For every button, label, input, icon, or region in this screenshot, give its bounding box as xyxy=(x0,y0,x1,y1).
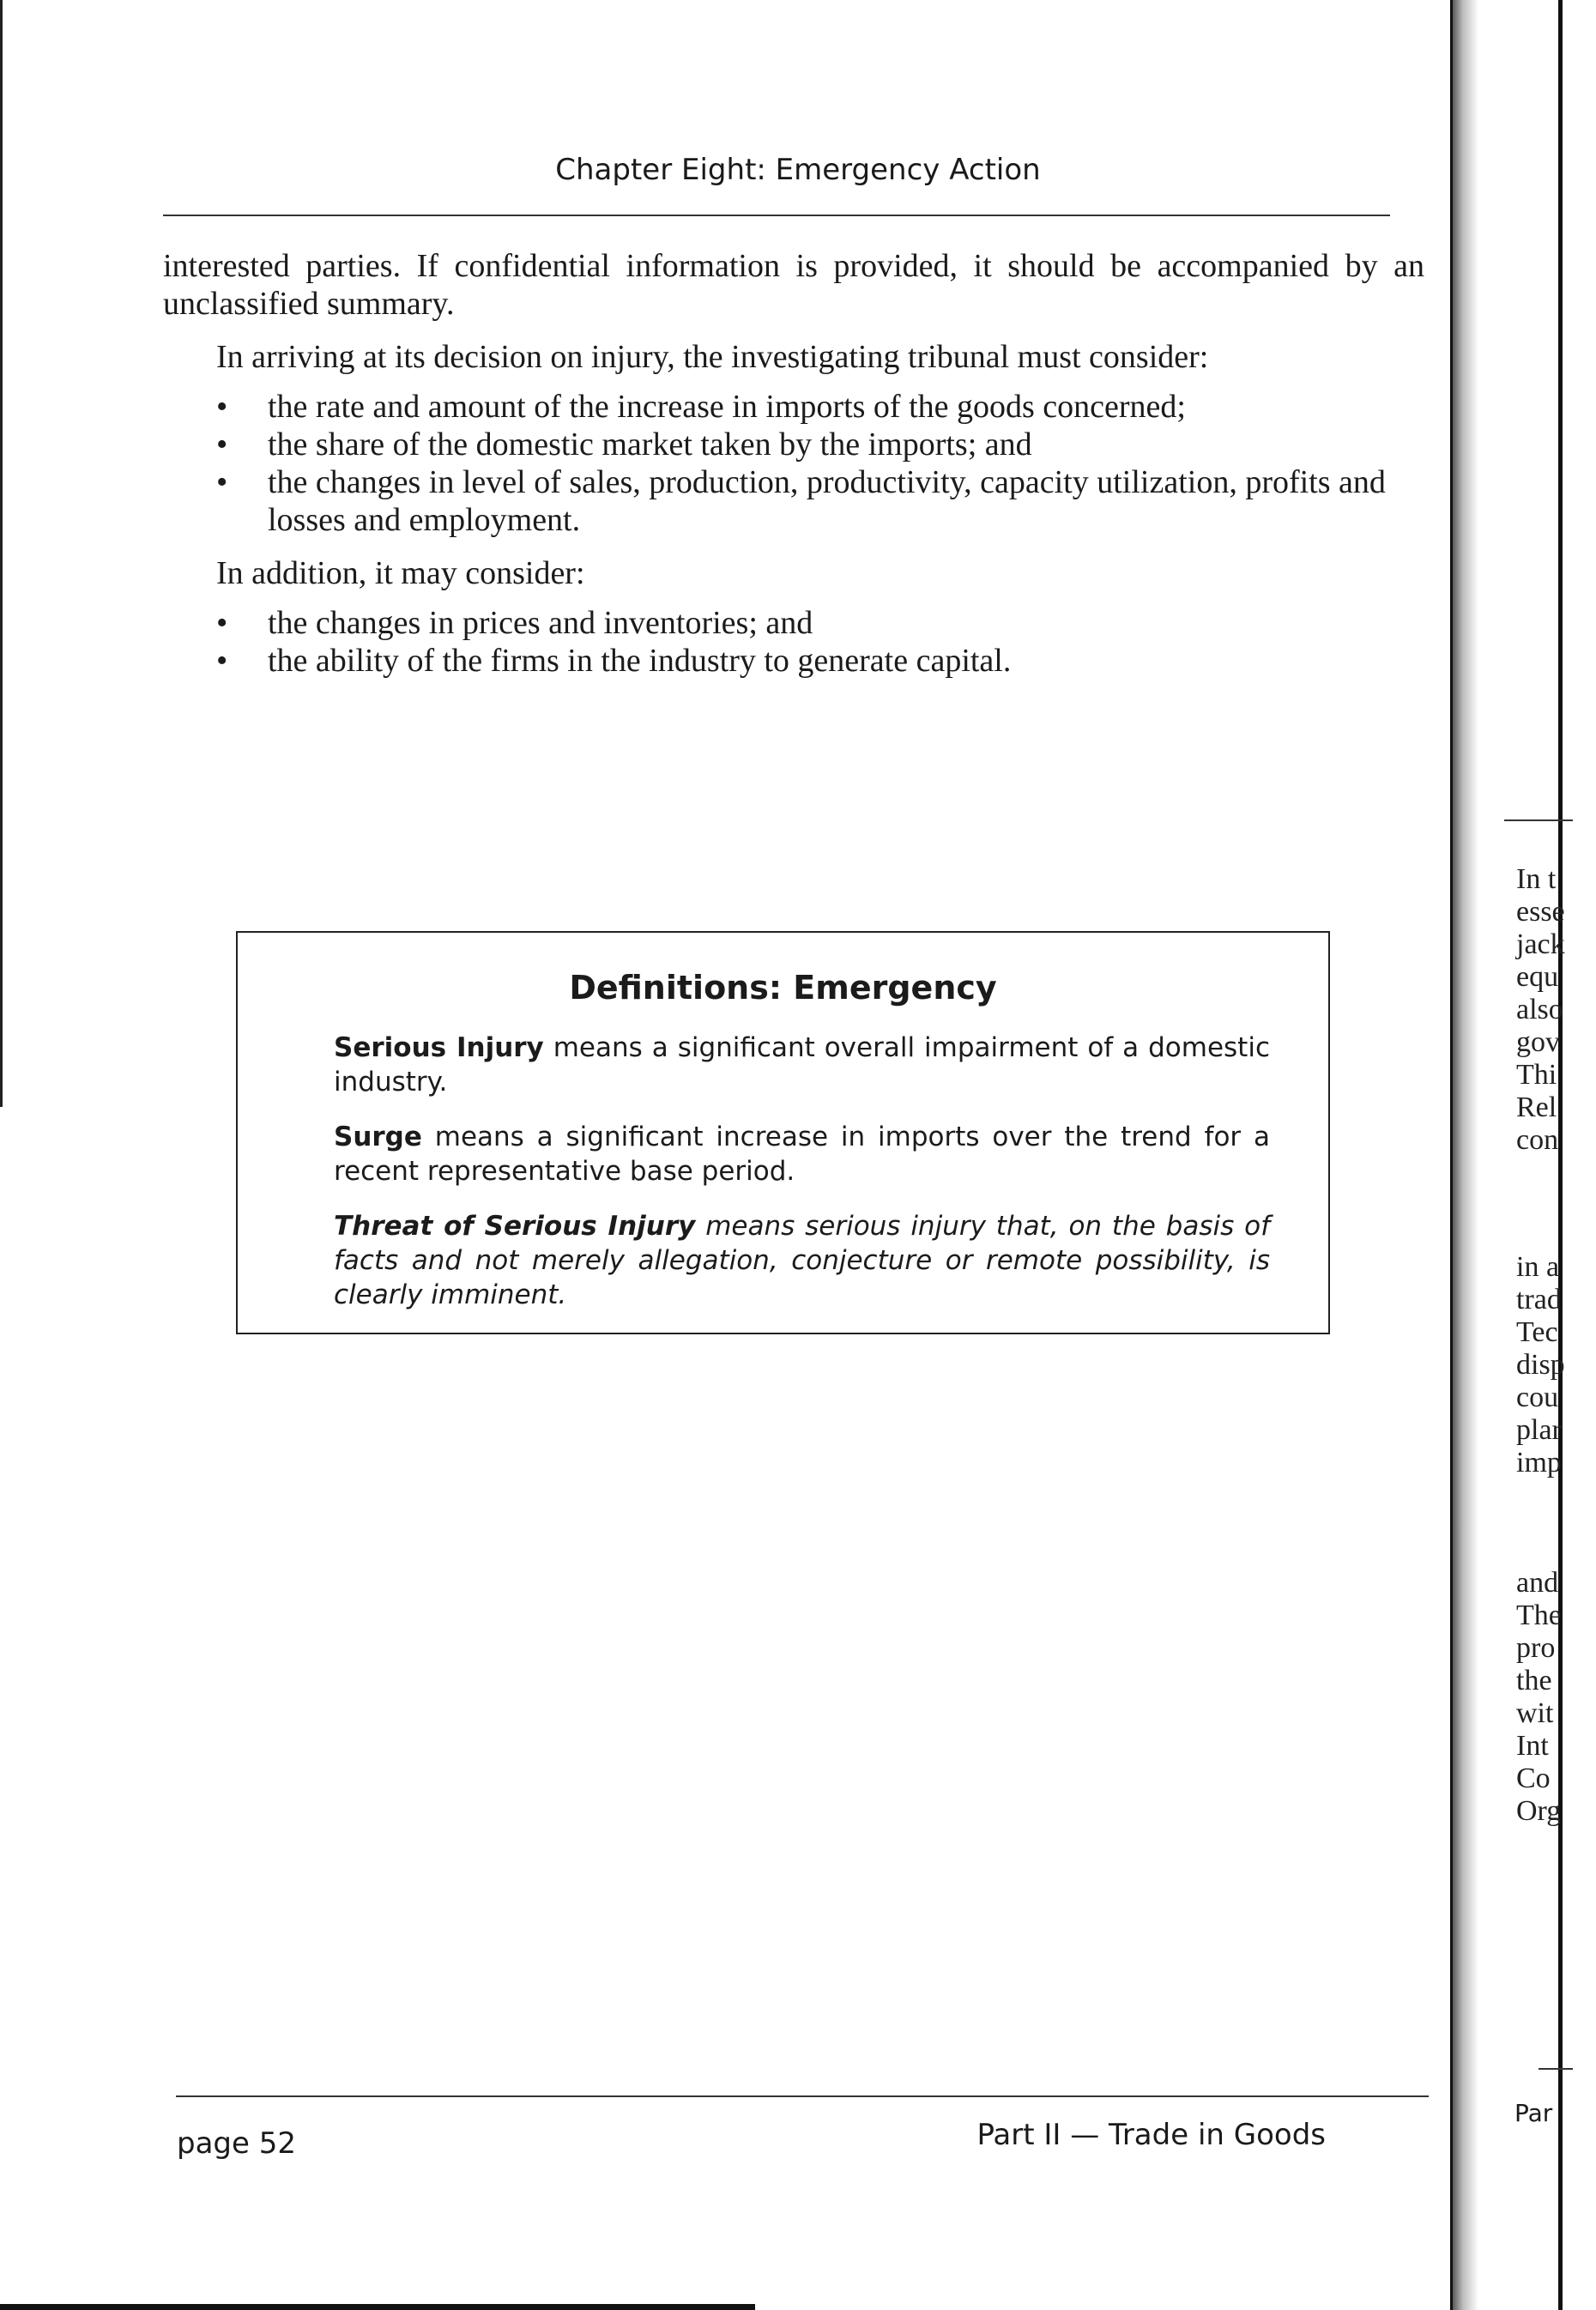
facing-text-fragment: The xyxy=(1516,1599,1562,1631)
facing-text-fragment: In t xyxy=(1516,863,1557,895)
facing-text-fragment: pro xyxy=(1516,1632,1556,1664)
page-number: page 52 xyxy=(177,2126,296,2161)
definition-surge xyxy=(334,1120,1270,1188)
injury-bullet-list xyxy=(163,388,1424,539)
header-rule xyxy=(163,215,1390,216)
facing-text-fragment: esse xyxy=(1516,896,1565,928)
scan-bottom-edge xyxy=(0,2304,755,2310)
facing-text-fragment: equ xyxy=(1516,961,1559,993)
definitions-title: Definitions: Emergency xyxy=(569,969,997,1007)
list-item: • the share of the domestic market taken by the imports; and xyxy=(216,426,1032,463)
bullet-icon: • xyxy=(216,464,228,500)
facing-text-fragment: jack xyxy=(1516,928,1565,960)
bullet-icon: • xyxy=(216,605,228,641)
footer-rule xyxy=(176,2095,1429,2097)
facing-text-fragment: Int xyxy=(1516,1730,1549,1762)
paragraph-continued: interested parties. If confidential information is provided, it should be accompanied by an unclassified summary. xyxy=(163,248,1424,322)
body-text xyxy=(163,247,1424,680)
list-item: • the ability of the firms in the industry to generate capital. xyxy=(216,643,1012,679)
facing-text-fragment: Co xyxy=(1516,1763,1551,1794)
facing-footer-rule xyxy=(1539,2068,1573,2070)
footer-section: Part II — Trade in Goods xyxy=(976,2118,1326,2152)
definition-term: Threat of Serious Injury xyxy=(334,1211,696,1242)
facing-text-fragment: also xyxy=(1516,994,1563,1025)
addition-bullet-list xyxy=(163,604,1424,680)
definition-serious-injury xyxy=(334,1031,1270,1099)
facing-edge-line xyxy=(1558,0,1563,2310)
facing-text-fragment: the xyxy=(1516,1665,1552,1696)
definition-term: Serious Injury xyxy=(334,1032,544,1063)
definition-term: Surge xyxy=(334,1122,422,1152)
facing-text-fragment: Tec xyxy=(1516,1316,1558,1348)
facing-text-fragment: Rel xyxy=(1516,1092,1557,1123)
facing-text-fragment: Thi xyxy=(1516,1059,1557,1091)
definition-threat xyxy=(334,1209,1270,1312)
facing-text-fragment: imp xyxy=(1516,1447,1562,1479)
facing-text-fragment: wit xyxy=(1516,1697,1554,1729)
definition-text: means a significant overall impairment of a domestic industry. xyxy=(334,1032,1270,1098)
facing-text-fragment: and xyxy=(1516,1567,1559,1599)
definition-text: means a significant increase in imports over the trend for a recent representative base period. xyxy=(334,1122,1270,1187)
facing-footer: Par xyxy=(1514,2099,1553,2127)
list-item: • the changes in prices and inventories; and xyxy=(216,605,813,641)
facing-text-fragment: in a xyxy=(1516,1251,1560,1283)
paragraph-injury-intro: In arriving at its decision on injury, the investigating tribunal must consider: xyxy=(216,339,1209,375)
facing-text-fragment: con xyxy=(1516,1124,1559,1156)
facing-text-fragment: Org xyxy=(1516,1795,1562,1827)
bullet-icon: • xyxy=(216,643,228,679)
facing-text-fragment: cou xyxy=(1516,1382,1559,1413)
facing-text-fragment: plar xyxy=(1516,1414,1562,1446)
paragraph-addition: In addition, it may consider: xyxy=(216,555,585,591)
list-item: • the rate and amount of the increase in imports of the goods concerned; xyxy=(216,389,1186,425)
running-header: Chapter Eight: Emergency Action xyxy=(555,153,1041,187)
definitions-box xyxy=(236,931,1330,1334)
gutter-shadow xyxy=(1453,0,1478,2310)
facing-text-fragment: disp xyxy=(1516,1349,1565,1381)
facing-text-fragment: trad xyxy=(1516,1284,1562,1315)
facing-rule xyxy=(1504,819,1573,821)
bullet-icon: • xyxy=(216,426,228,463)
facing-page-strip xyxy=(1450,0,1563,2310)
facing-text-fragment: gov xyxy=(1516,1026,1560,1058)
list-item: • the changes in level of sales, production, productivity, capacity utilization, profits and losses and employment. xyxy=(216,464,1386,538)
bullet-icon: • xyxy=(216,389,228,425)
definition-text: means serious injury that, on the basis of facts and not merely allegation, conjecture or remote possibility, is clearly imminent. xyxy=(334,1211,1270,1310)
